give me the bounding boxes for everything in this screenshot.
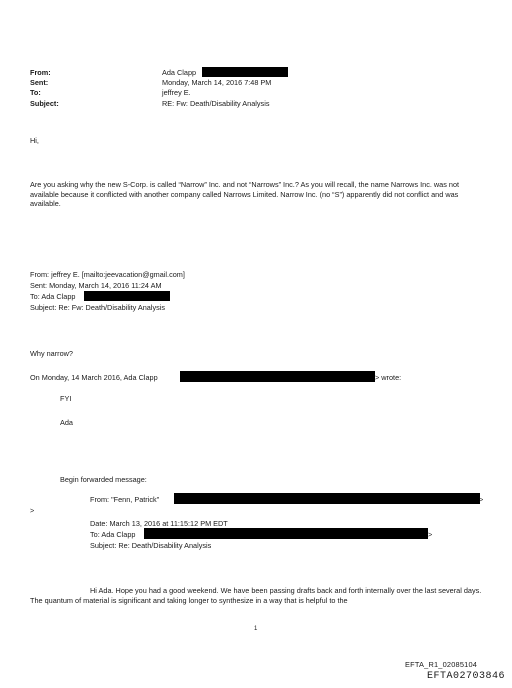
redaction-box <box>180 371 375 382</box>
forwarded-from-gt: > <box>479 495 484 504</box>
to-label: To: <box>30 88 41 97</box>
subject-label: Subject: <box>30 99 59 108</box>
quoted-to: To: Ada Clapp <box>30 292 76 301</box>
forwarded-body: Hi Ada. Hope you had a good weekend. We have been passing drafts back and forth internally over the last several days. The quantum of material is significant and taking longer to synthesize in a way that is helpful to the <box>30 586 482 605</box>
reply-body: Are you asking why the new S-Corp. is called “Narrow” Inc. and not “Narrows” Inc.? As you will recall, the name Narrows Inc. was not available because it conflicted with another company called Narrows Limited. Narrow Inc. (no “S”) apparently did not conflict and was available. <box>30 180 460 209</box>
sent-value: Monday, March 14, 2016 7:48 PM <box>162 78 272 87</box>
to-value: jeffrey E. <box>162 88 191 97</box>
wrote-text: > wrote: <box>375 373 402 382</box>
page-number: 1 <box>254 626 258 632</box>
fyi-text: FYI <box>60 394 72 403</box>
redaction-box <box>84 291 170 301</box>
forwarded-to: To: Ada Clapp <box>90 530 136 539</box>
quoted-subject: Subject: Re: Fw: Death/Disability Analysis <box>30 303 166 312</box>
quoted-intro: On Monday, 14 March 2016, Ada Clapp <box>30 373 158 382</box>
forwarded-label: Begin forwarded message: <box>60 475 147 484</box>
redaction-box <box>202 67 288 77</box>
from-label: From: <box>30 68 51 77</box>
redaction-box <box>144 528 428 539</box>
footer-id-1: EFTA_R1_02085104 <box>405 660 478 669</box>
subject-value: RE: Fw: Death/Disability Analysis <box>162 99 270 108</box>
quoted-body: Why narrow? <box>30 349 73 358</box>
forwarded-subject: Subject: Re: Death/Disability Analysis <box>90 541 212 550</box>
sent-label: Sent: <box>30 78 49 87</box>
quote-marker: > <box>30 506 35 515</box>
quoted-sent: Sent: Monday, March 14, 2016 11:24 AM <box>30 281 162 290</box>
greeting: Hi, <box>30 136 39 145</box>
forwarded-from: From: "Fenn, Patrick" <box>90 495 160 504</box>
signature-text: Ada <box>60 418 73 427</box>
redaction-box <box>174 493 480 504</box>
from-value: Ada Clapp <box>162 68 197 77</box>
footer-id-2: EFTA02703846 <box>427 671 506 682</box>
quoted-from: From: jeffrey E. [mailto:jeevacation@gmail.com] <box>30 270 185 279</box>
forwarded-date: Date: March 13, 2016 at 11:15:12 PM EDT <box>90 519 228 528</box>
forwarded-to-gt: > <box>428 530 433 539</box>
